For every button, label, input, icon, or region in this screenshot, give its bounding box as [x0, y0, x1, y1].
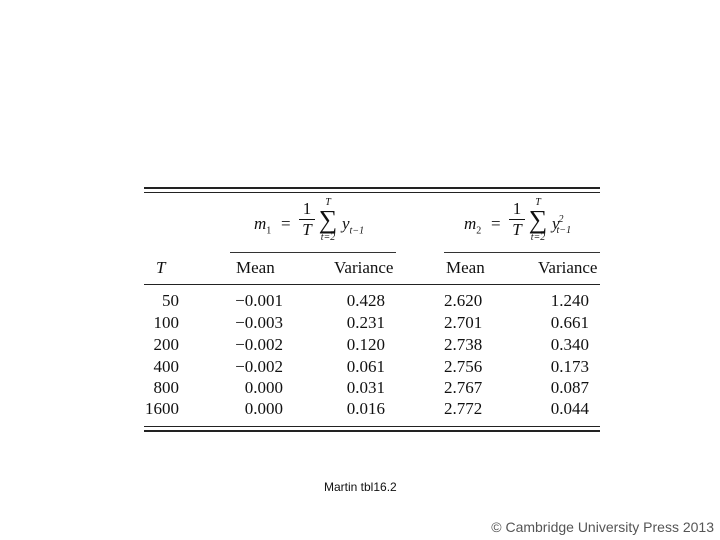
- m2-summation: T ∑ t=2: [528, 197, 548, 243]
- cell-m1-mean: −0.001: [235, 291, 283, 310]
- cell-m2-mean: 2.738: [444, 335, 483, 354]
- table-row: [0, 378, 720, 399]
- m2-term: $y^2_{t-1}$: [552, 214, 572, 237]
- table-top-rule-inner: [144, 192, 600, 193]
- table-caption: Martin tbl16.2: [324, 480, 397, 494]
- cell-m2-mean: 2.756: [444, 357, 483, 376]
- cell-m1-mean: 0.000: [244, 399, 283, 418]
- cell-m1-variance: 0.231: [346, 313, 385, 332]
- cell-m2-variance: 0.661: [550, 313, 589, 332]
- m1-sum-lower: t=2: [320, 232, 336, 243]
- copyright-notice: © Cambridge University Press 2013: [491, 519, 714, 535]
- cell-m1-mean: 0.000: [244, 378, 283, 397]
- m1-fraction-denominator: T: [302, 220, 312, 239]
- cell-m2-mean: 2.701: [444, 313, 483, 332]
- cell-T: 50: [162, 291, 179, 310]
- m2-subscript: 2: [476, 225, 482, 237]
- m2-group-rule: [444, 252, 600, 253]
- m2-fraction-denominator: T: [512, 220, 522, 239]
- cell-m2-variance: 0.173: [550, 357, 589, 376]
- cell-T: 200: [153, 335, 179, 354]
- m1-subscript: 1: [266, 225, 272, 237]
- table-row: [0, 399, 720, 420]
- table-row: [0, 313, 720, 334]
- m1-equals: =: [281, 214, 291, 233]
- column-header-m2-mean: Mean: [446, 258, 485, 277]
- m1-term: $y_{t-1}$: [342, 214, 365, 237]
- table-row: [0, 291, 720, 312]
- cell-m1-mean: −0.002: [235, 335, 283, 354]
- column-header-m2-variance: Variance: [538, 258, 598, 277]
- cell-m2-mean: 2.772: [444, 399, 483, 418]
- column-header-m1-variance: Variance: [334, 258, 394, 277]
- m1-sum-upper: T: [325, 197, 331, 208]
- table-row: [0, 357, 720, 378]
- cell-m1-variance: 0.031: [346, 378, 385, 397]
- m1-symbol: m: [254, 214, 267, 233]
- cell-m2-mean: 2.620: [444, 291, 483, 310]
- m1-fraction: [299, 200, 315, 239]
- cell-m1-mean: −0.002: [235, 357, 283, 376]
- m2-equals: =: [491, 214, 501, 233]
- column-header-m1-mean: Mean: [236, 258, 275, 277]
- cell-m1-variance: 0.120: [346, 335, 385, 354]
- cell-m2-variance: 0.340: [550, 335, 589, 354]
- m1-group-rule: [230, 252, 396, 253]
- m2-sum-upper: T: [535, 197, 541, 208]
- table-bottom-rule: [144, 430, 600, 432]
- cell-T: 100: [153, 313, 179, 332]
- header-bottom-rule: [144, 284, 600, 285]
- cell-m2-mean: 2.767: [444, 378, 483, 397]
- cell-m1-mean: −0.003: [235, 313, 283, 332]
- cell-m2-variance: 0.087: [550, 378, 589, 397]
- cell-m1-variance: 0.061: [346, 357, 385, 376]
- cell-T: 800: [153, 378, 179, 397]
- m2-sum-lower: t=2: [530, 232, 546, 243]
- m2-formula: [464, 198, 594, 250]
- m1-fraction-numerator: 1: [302, 199, 312, 218]
- cell-T: 400: [153, 357, 179, 376]
- m2-fraction-numerator: 1: [512, 199, 522, 218]
- cell-m2-variance: 1.240: [550, 291, 589, 310]
- table-bottom-rule-inner: [144, 426, 600, 427]
- m2-symbol: m: [464, 214, 477, 233]
- cell-m1-variance: 0.428: [346, 291, 385, 310]
- cell-m2-variance: 0.044: [550, 399, 589, 418]
- table-top-rule: [144, 187, 600, 189]
- m1-formula: [254, 198, 384, 250]
- cell-T: 1600: [145, 399, 179, 418]
- cell-m1-variance: 0.016: [346, 399, 385, 418]
- m1-summation: T ∑ t=2: [318, 197, 338, 243]
- m2-fraction: [509, 200, 525, 239]
- table-row: [0, 335, 720, 356]
- column-header-T: T: [156, 258, 166, 277]
